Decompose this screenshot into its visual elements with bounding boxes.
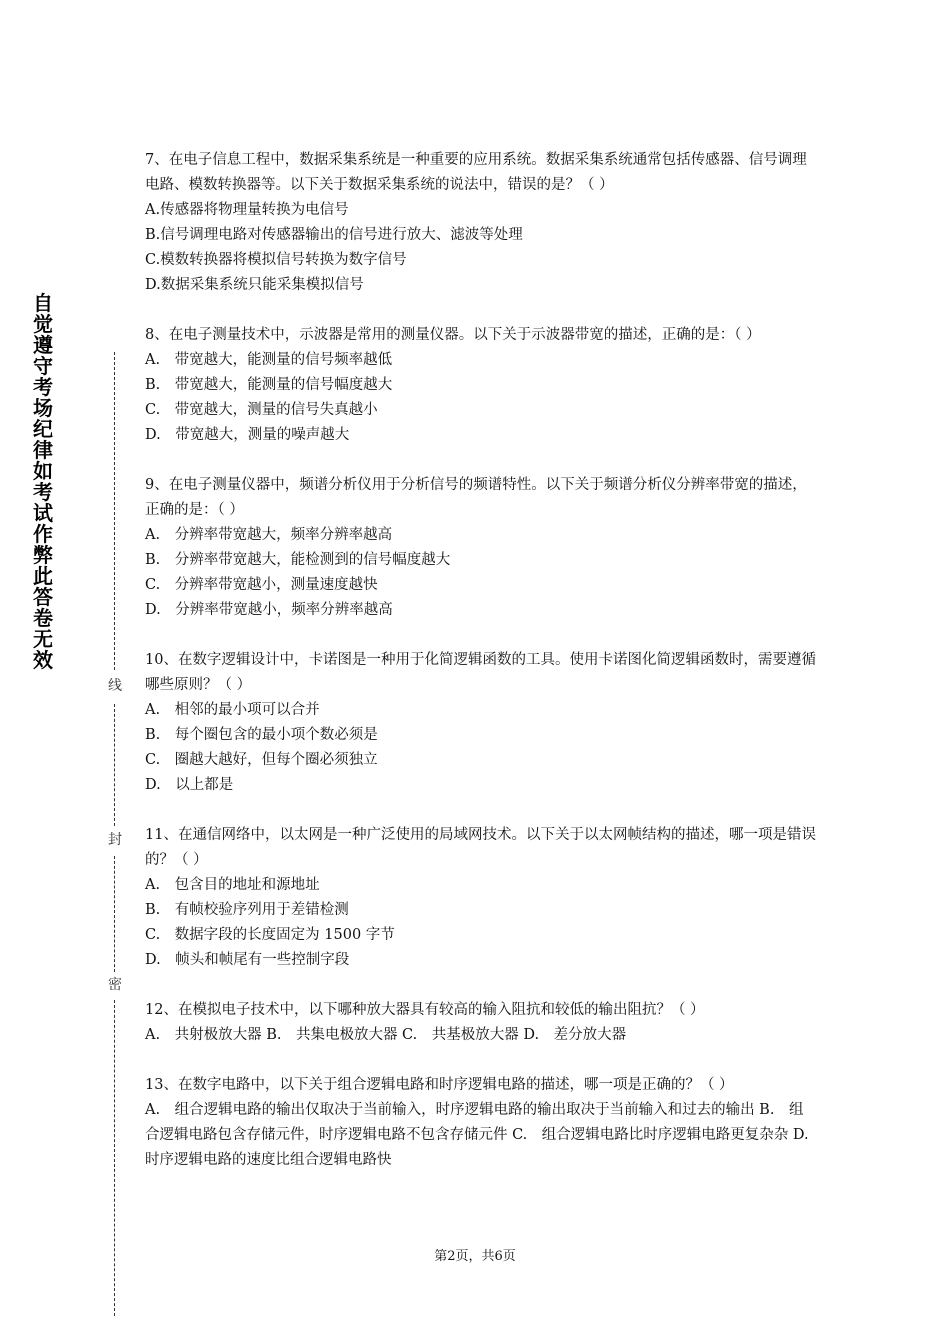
question-option: A. 相邻的最小项可以合并 xyxy=(145,702,320,718)
seal-char-feng: 封 xyxy=(108,832,122,848)
seal-dashed-line xyxy=(114,856,115,972)
question-option: B. 有帧校验序列用于差错检测 xyxy=(145,902,349,918)
question-option: A. 分辨率带宽越大，频率分辨率越高 xyxy=(145,527,393,543)
seal-char-xian: 线 xyxy=(108,678,122,694)
seal-char-mi: 密 xyxy=(108,977,122,993)
question-option: A. 带宽越大，能测量的信号频率越低 xyxy=(145,352,393,368)
question-option: C. 分辨率带宽越小，测量速度越快 xyxy=(145,577,378,593)
question-item xyxy=(145,1073,824,1173)
question-option: B.信号调理电路对传感器输出的信号进行放大、滤波等处理 xyxy=(145,227,523,243)
question-option: A. 包含目的地址和源地址 xyxy=(145,877,320,893)
question-option: B. 带宽越大，能测量的信号幅度越大 xyxy=(145,377,393,393)
question-option: C.模数转换器将模拟信号转换为数字信号 xyxy=(145,252,407,268)
seal-dashed-line xyxy=(114,1000,115,1316)
question-options-inline: A. 共射极放大器 B. 共集电极放大器 C. 共基极放大器 D. 差分放大器 xyxy=(145,1027,627,1043)
question-option: C. 数据字段的长度固定为 1500 字节 xyxy=(145,927,395,943)
question-stem: 12、在模拟电子技术中，以下哪种放大器具有较高的输入阻抗和较低的输出阻抗？（ ） xyxy=(145,1002,705,1018)
question-stem: 13、在数字电路中，以下关于组合逻辑电路和时序逻辑电路的描述，哪一项是正确的？（ ） xyxy=(145,1077,734,1093)
question-option: B. 每个圈包含的最小项个数必须是 xyxy=(145,727,378,743)
question-stem: 10、在数字逻辑设计中，卡诺图是一种用于化简逻辑函数的工具。使用卡诺图化简逻辑函数时，需要遵循哪些原则？（ ） xyxy=(145,652,816,693)
seal-dashed-line xyxy=(114,352,115,670)
question-stem: 8、在电子测量技术中，示波器是常用的测量仪器。以下关于示波器带宽的描述，正确的是：（ ） xyxy=(145,327,761,343)
question-stem: 9、在电子测量仪器中，频谱分析仪用于分析信号的频谱特性。以下关于频谱分析仪分辨率带宽的描述，正确的是：（ ） xyxy=(145,477,807,518)
page-number: 第2页，共6页 xyxy=(434,1249,516,1264)
question-option: D. 帧头和帧尾有一些控制字段 xyxy=(145,952,350,968)
question-option: D.数据采集系统只能采集模拟信号 xyxy=(145,277,364,293)
exam-discipline-notice: 自觉遵守考场纪律如考试作弊此答卷无效 xyxy=(33,291,53,672)
question-option: D. 带宽越大，测量的噪声越大 xyxy=(145,427,350,443)
question-item xyxy=(145,823,817,973)
question-options-inline: A. 组合逻辑电路的输出仅取决于当前输入，时序逻辑电路的输出取决于当前输入和过去的输出 B. 组合逻辑电路包含存储元件，时序逻辑电路不包含存储元件 C. 组合逻辑电路比时序逻辑电路更复杂杂 D. 时序逻辑电路的速度比组合逻辑电路快 xyxy=(145,1102,824,1168)
question-stem: 7、在电子信息工程中，数据采集系统是一种重要的应用系统。数据采集系统通常包括传感器、信号调理电路、模数转换器等。以下关于数据采集系统的说法中，错误的是？（ ） xyxy=(145,152,807,193)
question-option: A.传感器将物理量转换为电信号 xyxy=(145,202,349,218)
question-item xyxy=(145,323,817,448)
question-list xyxy=(145,148,824,1173)
question-stem: 11、在通信网络中，以太网是一种广泛使用的局域网技术。以下关于以太网帧结构的描述，哪一项是错误的？（ ） xyxy=(145,827,816,868)
seal-dashed-line xyxy=(114,704,115,826)
question-option: B. 分辨率带宽越大，能检测到的信号幅度越大 xyxy=(145,552,451,568)
question-item xyxy=(145,648,817,798)
question-item xyxy=(145,148,817,298)
question-option: C. 圈越大越好，但每个圈必须独立 xyxy=(145,752,378,768)
question-option: C. 带宽越大，测量的信号失真越小 xyxy=(145,402,378,418)
question-option: D. 分辨率带宽越小，频率分辨率越高 xyxy=(145,602,393,618)
question-option: D. 以上都是 xyxy=(145,777,234,793)
question-item xyxy=(145,473,817,623)
question-item xyxy=(145,998,817,1048)
